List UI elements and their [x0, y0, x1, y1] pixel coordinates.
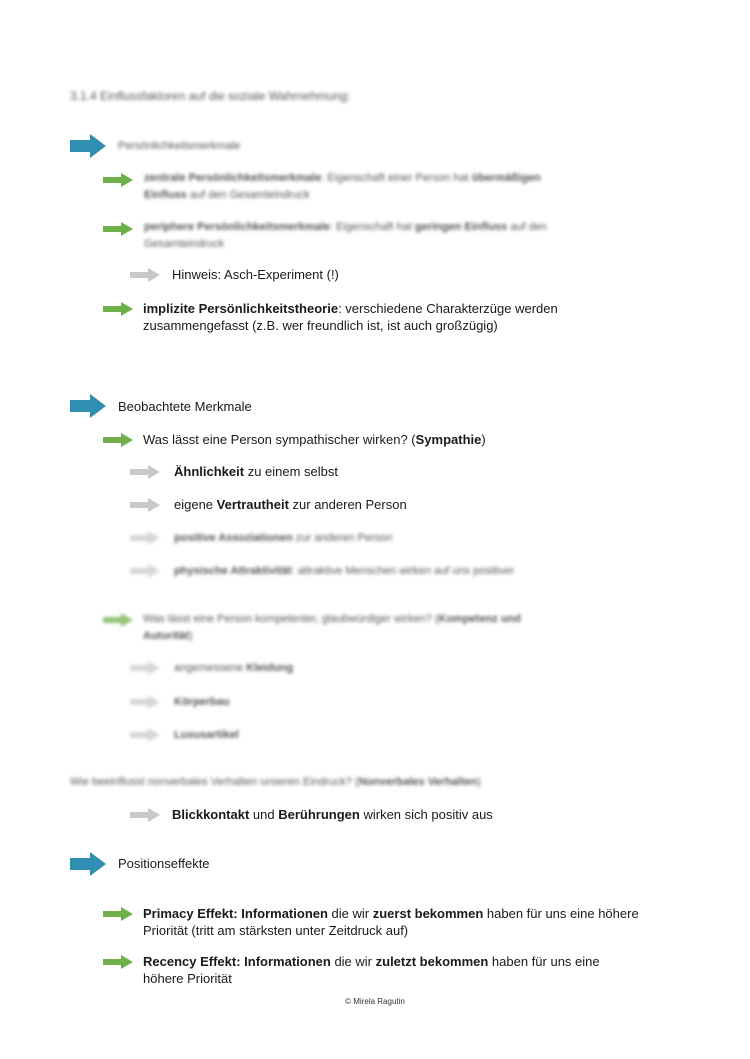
sympathy-question: Was lässt eine Person sympathischer wirken? (Sympathie) [143, 432, 486, 447]
green-arrow-icon [103, 173, 133, 187]
sympathy-item: positive Assoziationen zur anderen Person [174, 532, 393, 544]
gray-arrow-icon [130, 498, 160, 512]
nonverbal-question: Wie beeinflusst nonverbales Verhalten unseren Eindruck? (Nonverbales Verhalten) [70, 776, 481, 788]
gray-arrow-icon [130, 695, 160, 709]
peripheral-traits-text: periphere Persönlichkeitsmerkmale: Eigenschaft hat geringen Einfluss auf den Gesamteindruck [144, 221, 547, 250]
nonverbal-item: Blickkontakt und Berührungen wirken sich positiv aus [172, 807, 493, 822]
section-heading: 3.1.4 Einflussfaktoren auf die soziale Wahrnehmung: [70, 89, 351, 103]
gray-arrow-icon [130, 661, 160, 675]
blue-arrow-icon [70, 394, 106, 418]
green-arrow-icon [103, 222, 133, 236]
green-arrow-icon [103, 613, 133, 627]
gray-arrow-icon [130, 465, 160, 479]
personality-title: Persönlichkeitsmerkmale [118, 140, 241, 152]
primacy-effect-text: Primacy Effekt: Informationen die wir zuerst bekommen haben für uns eine höhere Priorität (tritt am stärksten unter Zeitdruck auf) [143, 906, 639, 938]
central-traits-text: zentrale Persönlichkeitsmerkmale: Eigenschaft einer Person hat übermäßigen Einfluss auf den Gesamteindruck [144, 172, 541, 201]
copyright-footer: © Mirela Ragutin [345, 997, 405, 1006]
gray-arrow-icon [130, 268, 160, 282]
competence-item: angemessene Kleidung [174, 662, 294, 674]
gray-arrow-icon [130, 808, 160, 822]
sympathy-item: physische Attraktivität: attraktive Menschen wirken auf uns positiver [174, 565, 515, 577]
implicit-theory-text: implizite Persönlichkeitstheorie: verschiedene Charakterzüge werden zusammengefasst (z.B. wer freundlich ist, ist auch großzügig) [143, 301, 558, 333]
competence-item: Körperbau [174, 696, 230, 708]
sympathy-item: eigene Vertrautheit zur anderen Person [174, 497, 407, 512]
blue-arrow-icon [70, 852, 106, 876]
gray-arrow-icon [130, 564, 160, 578]
sympathy-item: Ähnlichkeit zu einem selbst [174, 464, 339, 479]
competence-question: Was lässt eine Person kompetenter, glaubwürdiger wirken? (Kompetenz und Autorität) [143, 613, 522, 642]
recency-effect-text: Recency Effekt: Informationen die wir zuletzt bekommen haben für uns eine höhere Priorität [143, 954, 600, 986]
green-arrow-icon [103, 955, 133, 969]
green-arrow-icon [103, 907, 133, 921]
green-arrow-icon [103, 302, 133, 316]
green-arrow-icon [103, 433, 133, 447]
observed-title: Beobachtete Merkmale [118, 399, 252, 414]
competence-item: Luxusartikel [174, 729, 239, 741]
position-title: Positionseffekte [118, 856, 210, 871]
gray-arrow-icon [130, 531, 160, 545]
blue-arrow-icon [70, 134, 106, 158]
hint-asch-text: Hinweis: Asch-Experiment (!) [172, 267, 339, 282]
gray-arrow-icon [130, 728, 160, 742]
